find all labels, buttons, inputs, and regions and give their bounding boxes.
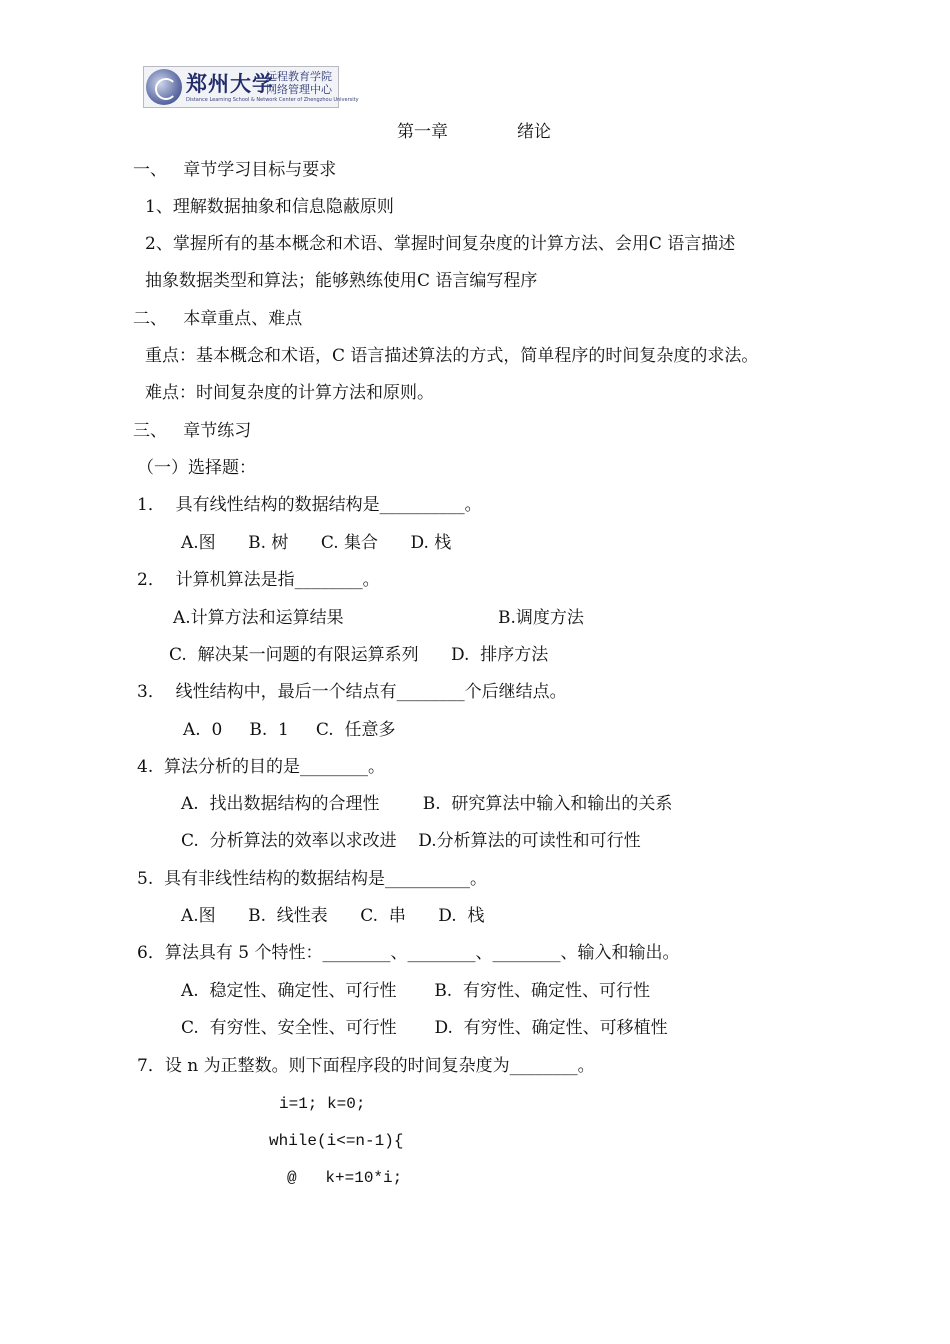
- code-line-3: @ k+=10*i;: [287, 1169, 403, 1187]
- section-3-heading: 三、 章节练习: [133, 421, 252, 441]
- question-6-options-cd: C. 有穷性、安全性、可行性 D. 有穷性、确定性、可移植性: [181, 1018, 668, 1038]
- chapter-number: 第一章: [397, 122, 448, 142]
- question-4-options-ab: A. 找出数据结构的合理性 B. 研究算法中输入和输出的关系: [181, 794, 673, 814]
- question-3-options: A. 0 B. 1 C. 任意多: [183, 720, 396, 740]
- key-points: 重点：基本概念和术语，C 语言描述算法的方式，简单程序的时间复杂度的求法。: [145, 346, 759, 366]
- university-emblem-icon: [146, 69, 182, 105]
- goal-item-2: 2、掌握所有的基本概念和术语、掌握时间复杂度的计算方法、会用C 语言描述: [145, 234, 736, 254]
- question-2: 2． 计算机算法是指________。: [137, 570, 380, 590]
- code-line-2: while(i<=n-1){: [269, 1132, 404, 1150]
- goal-item-1: 1、理解数据抽象和信息隐蔽原则: [145, 197, 394, 217]
- question-4-options-cd: C. 分析算法的效率以求改进 D.分析算法的可读性和可行性: [181, 831, 641, 851]
- question-1-options: A.图 B. 树 C. 集合 D. 栈: [181, 533, 452, 553]
- question-2-options-cd: C. 解决某一问题的有限运算系列 D. 排序方法: [169, 645, 549, 665]
- university-logo: [143, 66, 359, 108]
- logo-line2: 网络管理中心: [266, 83, 332, 96]
- chapter-title: 绪论: [517, 122, 551, 142]
- question-1: 1． 具有线性结构的数据结构是__________。: [137, 495, 482, 515]
- question-6: 6．算法具有 5 个特性：________、________、________、输入和输出。: [137, 943, 680, 963]
- question-5-options: A.图 B. 线性表 C. 串 D. 栈: [181, 906, 485, 926]
- logo-department: [266, 70, 332, 96]
- section-2-heading: 二、 本章重点、难点: [133, 309, 303, 329]
- section-1-heading: 一、 章节学习目标与要求: [133, 160, 337, 180]
- question-6-options-ab: A. 稳定性、确定性、可行性 B. 有穷性、确定性、可行性: [181, 981, 651, 1001]
- choice-questions-heading: （一）选择题：: [137, 458, 256, 478]
- goal-item-2-cont: 抽象数据类型和算法；能够熟练使用C 语言编写程序: [145, 271, 538, 291]
- question-3: 3． 线性结构中，最后一个结点有________个后继结点。: [137, 682, 567, 702]
- question-2-option-a: A.计算方法和运算结果: [173, 608, 344, 628]
- logo-english: Distance Learning School & Network Center of Zhengzhou University: [186, 97, 359, 103]
- difficult-points: 难点：时间复杂度的计算方法和原则。: [145, 383, 434, 403]
- question-7: 7．设 n 为正整数。则下面程序段的时间复杂度为________。: [137, 1056, 595, 1076]
- code-line-1: i=1; k=0;: [279, 1095, 366, 1113]
- logo-name: 郑州大学: [186, 71, 274, 96]
- question-5: 5. 具有非线性结构的数据结构是__________。: [137, 869, 488, 889]
- question-4: 4. 算法分析的目的是________。: [137, 757, 386, 777]
- logo-line1: 远程教育学院: [266, 70, 332, 83]
- question-2-option-b: B.调度方法: [498, 608, 584, 628]
